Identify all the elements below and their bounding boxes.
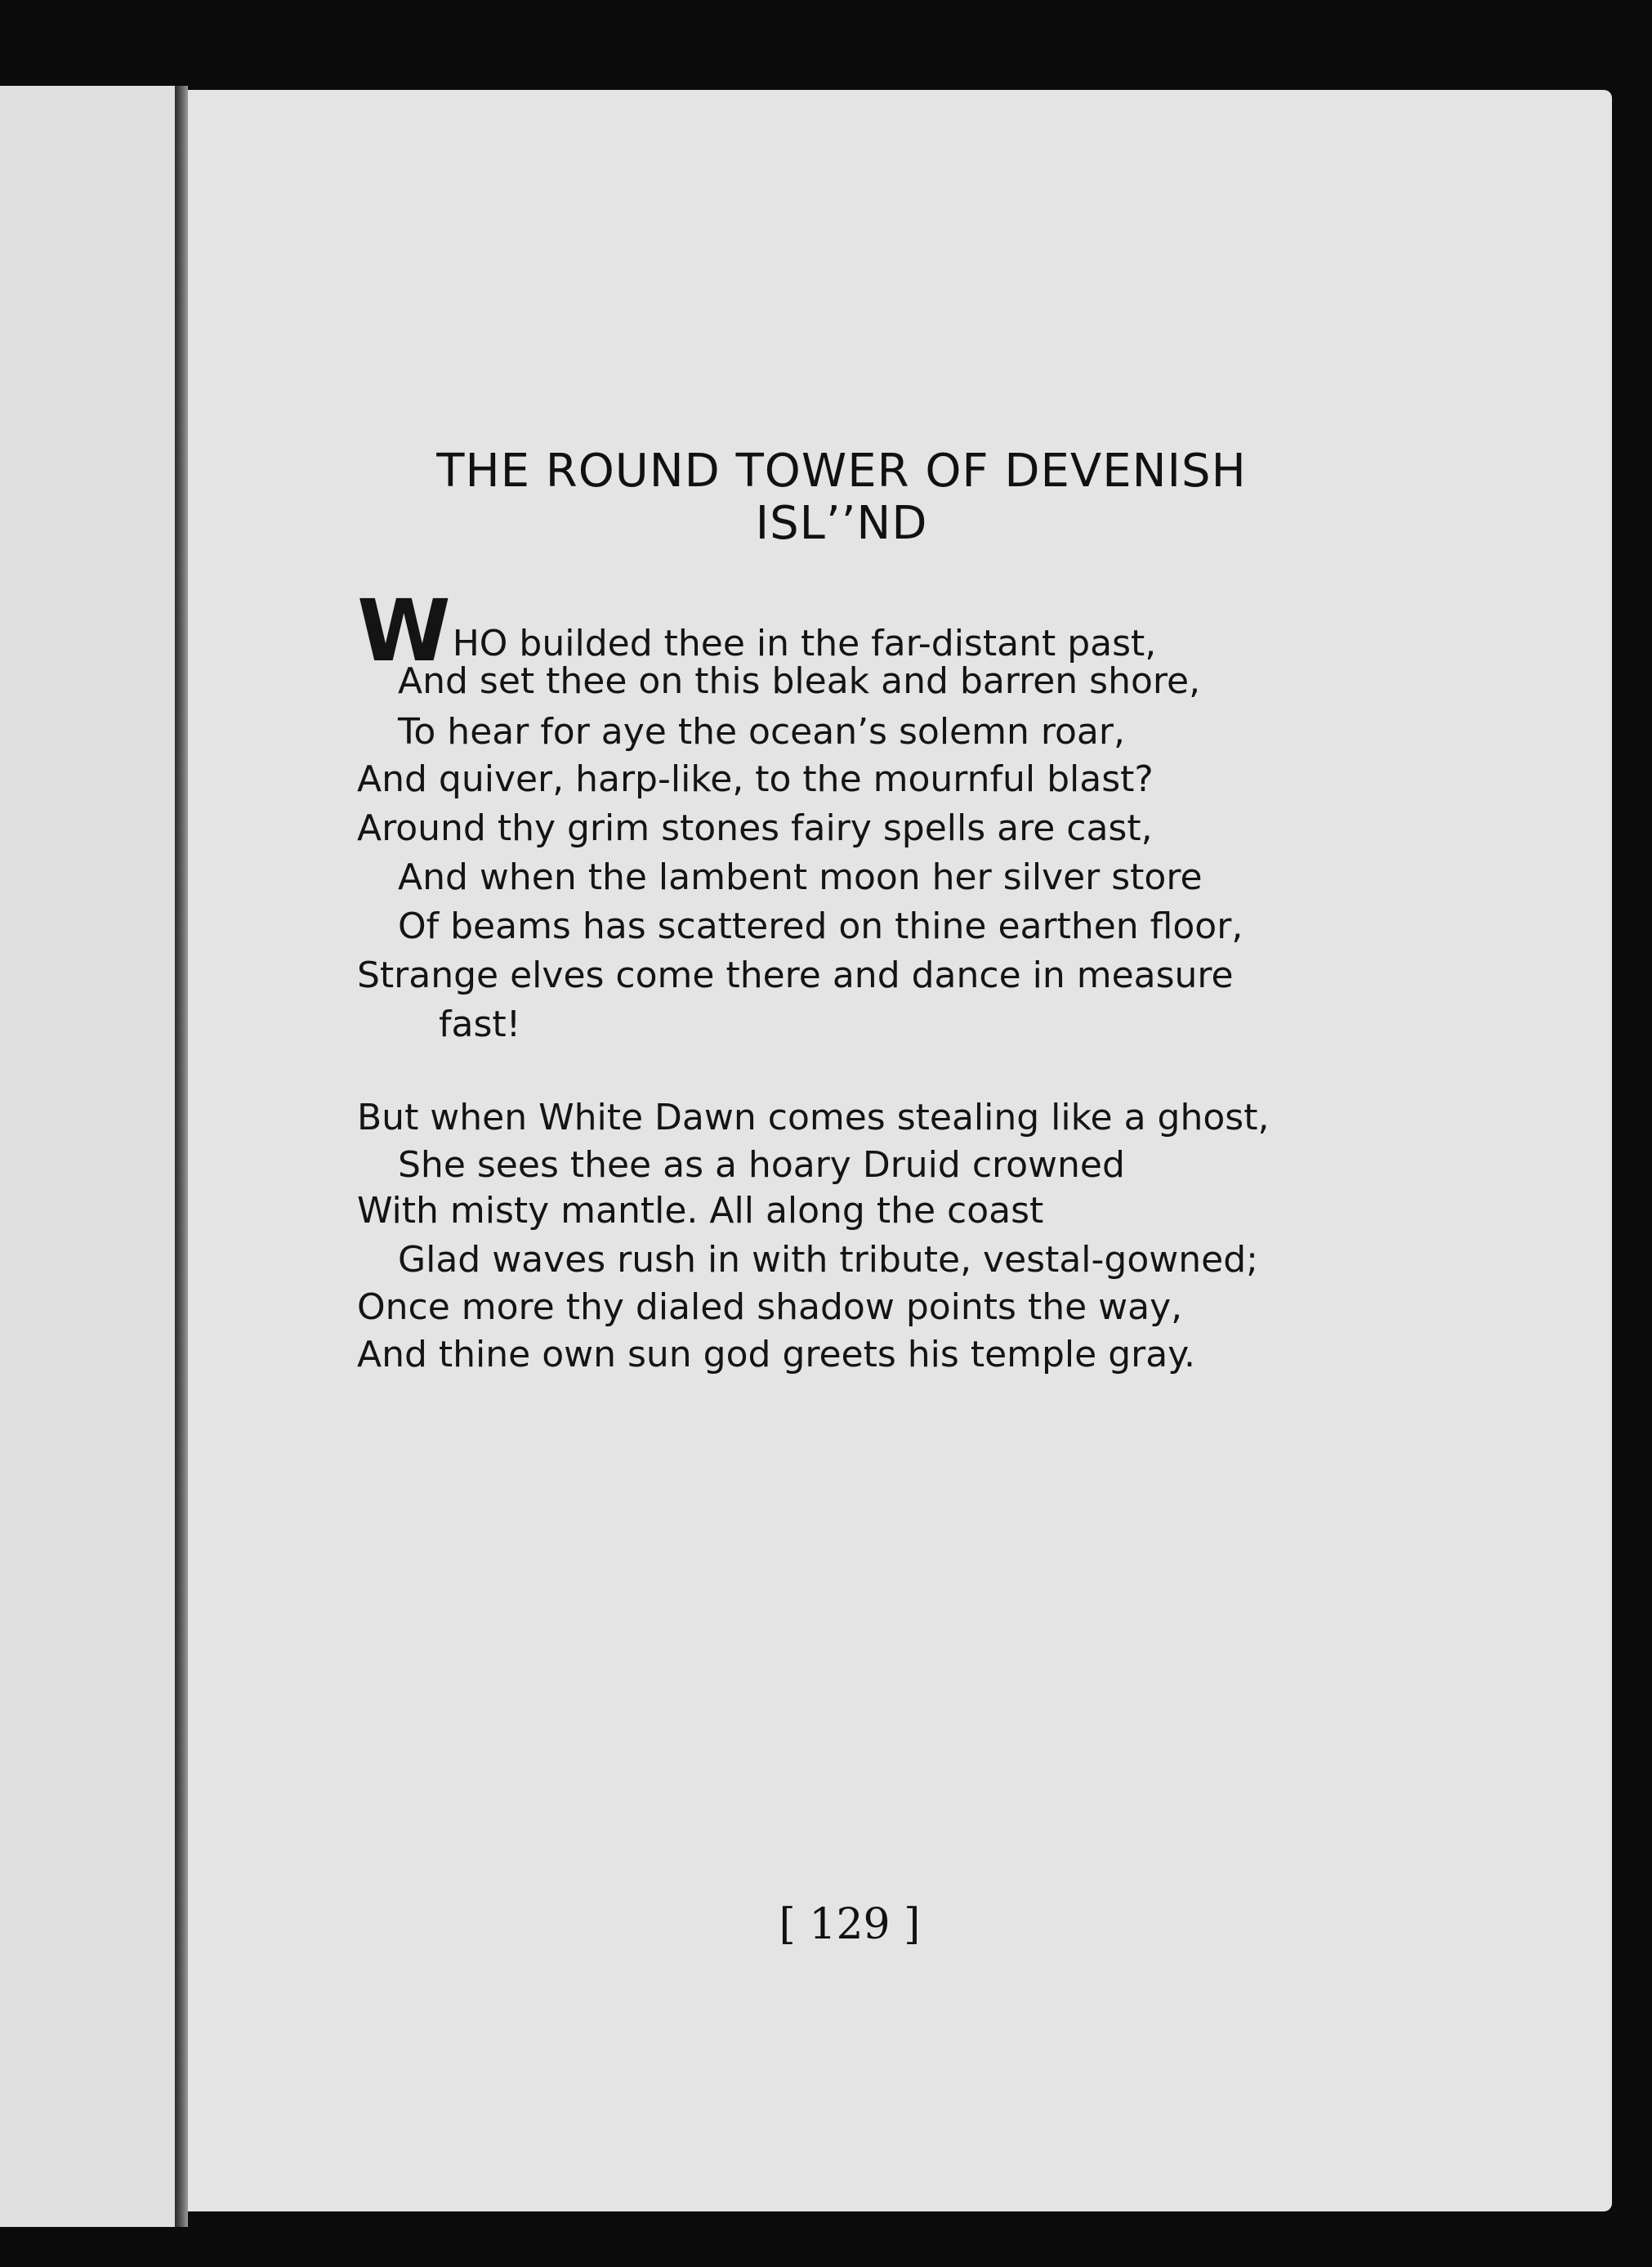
left-page-edge — [0, 86, 178, 2227]
poem-line: And when the lambent moon her silver store — [398, 856, 1203, 898]
book-gutter — [175, 86, 188, 2227]
drop-cap: W — [357, 581, 451, 681]
poem-line: Glad waves rush in with tribute, vestal-gowned; — [398, 1239, 1258, 1281]
poem-line: Once more thy dialed shadow points the way, — [357, 1286, 1183, 1328]
poem-line: But when White Dawn comes stealing like a ghost, — [357, 1097, 1270, 1138]
poem-line: Strange elves come there and dance in measure — [357, 955, 1234, 996]
poem-title — [351, 445, 1332, 550]
poem-line: With misty mantle. All along the coast — [357, 1190, 1044, 1232]
poem-line: To hear for aye the ocean’s solemn roar, — [398, 711, 1125, 753]
poem-line: And quiver, harp-like, to the mournful blast? — [357, 758, 1154, 800]
poem-line: Of beams has scattered on thine earthen floor, — [398, 905, 1243, 947]
poem-line: She sees thee as a hoary Druid crowned — [398, 1144, 1125, 1186]
poem-line: And thine own sun god greets his temple gray. — [357, 1334, 1195, 1375]
poem-line: fast! — [439, 1004, 521, 1045]
poem-line: Around thy grim stones fairy spells are cast, — [357, 807, 1153, 849]
poem-line: WHO builded thee in the far-distant past, — [357, 581, 1157, 681]
poem-title-line-1: THE ROUND TOWER OF DEVENISH — [436, 445, 1247, 498]
poem-line: And set thee on this bleak and barren shore, — [398, 660, 1201, 702]
page-number: [ 129 ] — [779, 1900, 921, 1949]
poem-title-line-2: ISL’’ND — [755, 497, 928, 550]
